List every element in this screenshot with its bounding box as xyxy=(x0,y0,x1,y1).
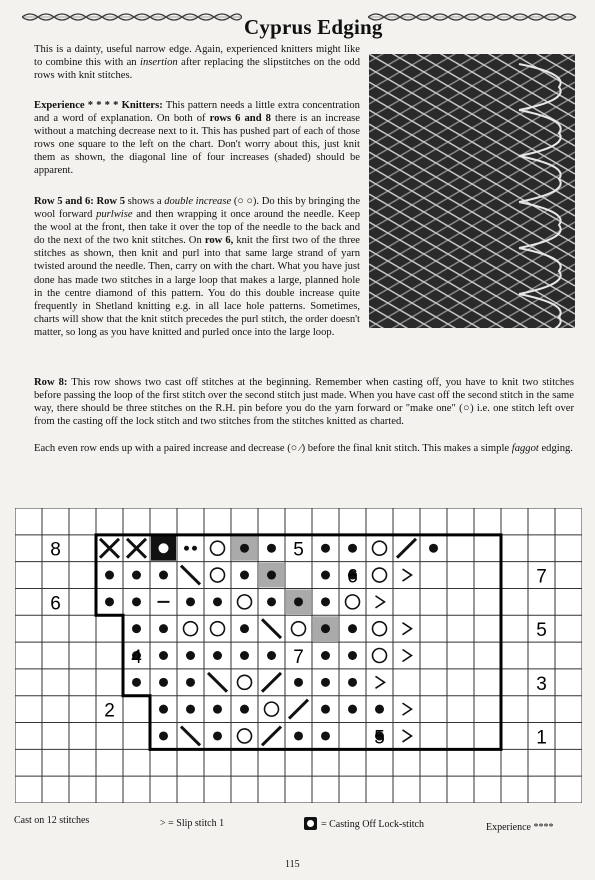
knit-stitch-dot xyxy=(159,731,168,740)
rows-highlight: rows 6 and 8 xyxy=(209,113,271,125)
knit-stitch-dot xyxy=(159,571,168,580)
row-label-inner: 5 xyxy=(374,727,385,749)
knit-stitch-dot xyxy=(321,571,330,580)
row-label-right: 3 xyxy=(536,673,547,695)
lock-stitch-hole xyxy=(159,543,169,553)
row-label-left: 8 xyxy=(50,539,61,561)
faggot-text-b: edging. xyxy=(538,443,573,454)
row-label-left: 4 xyxy=(131,647,142,669)
knit-stitch-dot xyxy=(321,544,330,553)
experience-stars: * * * * xyxy=(87,100,119,111)
row-label-inner: 7 xyxy=(293,647,304,669)
knit-stitch-dot xyxy=(105,597,114,606)
knitting-chart xyxy=(15,508,582,803)
knit-stitch-dot xyxy=(132,624,141,633)
row56-text-c: and then wrapping it once around the needle. Keep the wool at the front, then take it over the top of the needle to the back and do the next of the two knit stitches. On xyxy=(34,209,360,247)
row8-label: Row 8: xyxy=(34,377,68,388)
double-increase-symbol: (○ ○). xyxy=(233,196,260,207)
double-increase-emphasis: double increase xyxy=(164,196,232,207)
row-label-right: 5 xyxy=(536,620,547,642)
knit-stitch-dot xyxy=(213,705,222,714)
knit-stitch-dot xyxy=(321,597,330,606)
row-label-left: 2 xyxy=(104,700,115,722)
double-dot-stitch xyxy=(184,546,189,551)
knit-stitch-dot xyxy=(186,678,195,687)
decorative-cord-right-icon xyxy=(368,8,578,36)
decorative-cord-left-icon xyxy=(22,8,242,36)
knit-stitch-dot xyxy=(240,571,249,580)
knit-stitch-dot xyxy=(348,544,357,553)
cast-on-note: Cast on 12 stitches xyxy=(14,815,90,826)
faggot-paragraph xyxy=(34,442,574,455)
knit-stitch-dot xyxy=(348,624,357,633)
row56-label: Row 5 and 6: xyxy=(34,196,94,207)
knit-stitch-dot xyxy=(213,731,222,740)
knitters-label: Knitters: xyxy=(121,100,163,111)
row-label-inner: 6 xyxy=(347,566,358,588)
row56-text-d: knit the first two of the three stitches as shown, then knit and purl into that same large strand of yarn twisted around the needle. Then, carry on with the chart. What you have just done has made two stitches in a large loop that makes a large, planned hole in the centre diamond of this pattern. You do this double increase quite frequently in Shetland knitting e.g. in all lace hole patterns. Sometimes, charts will show that the knit stitch precedes the purl stitch, the order doesn't matter, so long as you have knitted and purled once into the large loop. xyxy=(34,235,361,338)
knit-stitch-dot xyxy=(294,731,303,740)
row8-text: This row shows two cast off stitches at the beginning. Remember when casting off, you have to knit two stitches before passing the loop of the first stitch over the second stitch just made. When you have cast off the second stitch in the same way, there should be three stitches on the R.H. pin before you do the yarn forward or "make one" (○) i.e. one stitch left over from the casting off the lock stitch and two stitches from the stitches knitted as charted. xyxy=(34,377,574,428)
row-label-right: 7 xyxy=(536,566,547,588)
row5-label: Row 5 xyxy=(96,196,126,207)
knit-stitch-dot xyxy=(321,651,330,660)
row5-6-paragraph xyxy=(34,195,360,345)
knit-stitch-dot xyxy=(321,731,330,740)
knit-stitch-dot xyxy=(240,705,249,714)
experience-footer: Experience **** xyxy=(486,822,554,833)
row56-text-b: Do this by bringing the wool forward xyxy=(34,196,361,221)
knit-stitch-dot xyxy=(348,678,357,687)
intro-emphasis: insertion xyxy=(140,57,178,69)
knit-stitch-dot xyxy=(132,678,141,687)
experience-text-a: This pattern needs a little extra concentration and a word of explanation. On both of xyxy=(34,100,360,125)
experience-paragraph xyxy=(34,99,360,178)
knit-stitch-dot xyxy=(159,678,168,687)
knit-stitch-dot xyxy=(186,705,195,714)
knit-stitch-dot xyxy=(186,651,195,660)
knit-stitch-dot xyxy=(267,544,276,553)
knit-stitch-dot xyxy=(267,651,276,660)
row-label-right: 1 xyxy=(536,727,547,749)
knit-stitch-dot xyxy=(240,651,249,660)
knit-stitch-dot xyxy=(267,597,276,606)
knit-stitch-dot xyxy=(213,597,222,606)
row8-paragraph xyxy=(34,376,574,428)
knit-stitch-dot xyxy=(240,544,249,553)
double-dot-stitch xyxy=(192,546,197,551)
knit-stitch-dot xyxy=(159,705,168,714)
slip-stitch-legend: > = Slip stitch 1 xyxy=(160,818,225,829)
knit-stitch-dot xyxy=(105,571,114,580)
page-number: 115 xyxy=(285,859,300,870)
experience-text-b: there is an increase without a matching decrease next to it. This has pushed part of each of those rows one square to the left on the chart. Don't worry about this, just knit them as shown, the diagonal line of four increases (shaded) should be apparent. xyxy=(34,113,360,177)
knit-stitch-dot xyxy=(294,597,303,606)
knit-stitch-dot xyxy=(186,597,195,606)
page-title: Cyprus Edging xyxy=(244,15,383,39)
knit-stitch-dot xyxy=(240,624,249,633)
row-label-left: 6 xyxy=(50,593,61,615)
experience-label: Experience xyxy=(34,100,85,111)
knit-stitch-dot xyxy=(321,624,330,633)
intro-text-a: This is a dainty, useful narrow edge. Again, experienced knitters might like to combine this with an xyxy=(34,44,360,69)
knit-stitch-dot xyxy=(348,651,357,660)
knit-stitch-dot xyxy=(159,624,168,633)
purlwise-emphasis: purlwise xyxy=(96,209,133,221)
row6-label: row 6, xyxy=(204,235,234,247)
knit-stitch-dot xyxy=(213,651,222,660)
knit-stitch-dot xyxy=(294,678,303,687)
faggot-text-a: Each even row ends up with a paired increase and decrease (○ ⁄) before the final knit stitch. This makes a simple xyxy=(34,443,512,454)
page-header xyxy=(0,8,595,39)
lock-stitch-legend-icon xyxy=(304,817,317,830)
knit-stitch-dot xyxy=(321,678,330,687)
knit-stitch-dot xyxy=(132,571,141,580)
knit-stitch-dot xyxy=(321,705,330,714)
knit-stitch-dot xyxy=(132,597,141,606)
row-label-inner: 5 xyxy=(293,539,304,561)
faggot-emphasis: faggot xyxy=(511,443,539,454)
knit-stitch-dot xyxy=(267,571,276,580)
row56-text-a: shows a xyxy=(125,196,165,207)
lock-stitch-legend: = Casting Off Lock-stitch xyxy=(321,819,424,830)
knit-stitch-dot xyxy=(159,651,168,660)
intro-text-b: after replacing the slipstitches on the odd rows with knit stitches. xyxy=(34,57,360,82)
knit-stitch-dot xyxy=(429,544,438,553)
knit-stitch-dot xyxy=(375,705,384,714)
lace-edging-photo xyxy=(369,54,575,328)
intro-paragraph xyxy=(34,43,360,82)
knit-stitch-dot xyxy=(348,705,357,714)
